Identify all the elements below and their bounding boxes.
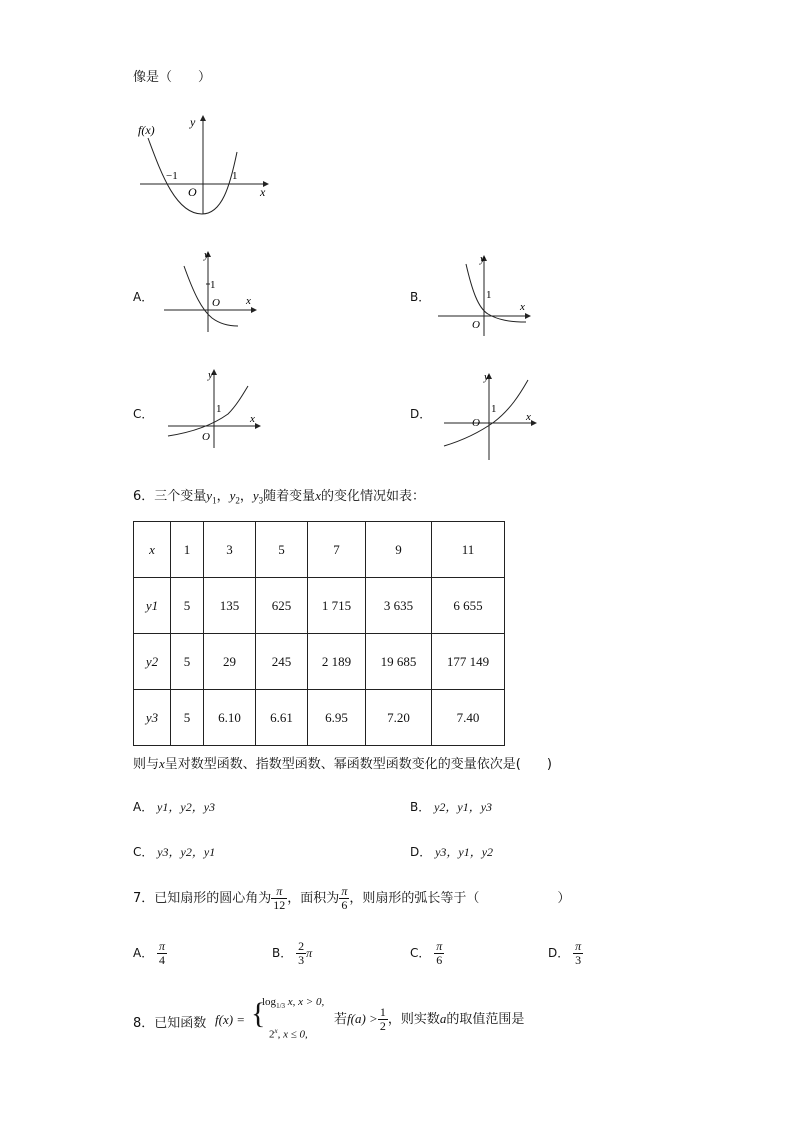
q5-option-a-graph[interactable]: [160, 244, 270, 334]
x-label: x: [526, 411, 531, 423]
curve: [444, 380, 528, 446]
curve: [168, 386, 248, 436]
fx-label: f(x): [138, 123, 155, 137]
curve: [148, 138, 237, 214]
table-cell: 625: [256, 578, 308, 634]
table-cell: 5: [171, 578, 204, 634]
q5-option-d-label: D．: [410, 407, 432, 421]
q5-option-b-label: B．: [410, 290, 431, 304]
table-cell: 5: [171, 634, 204, 690]
one-label: 1: [486, 289, 492, 301]
q5-option-c-graph[interactable]: [164, 364, 274, 454]
one-label: 1: [210, 279, 216, 291]
option-label: C．: [410, 946, 431, 960]
table-cell: 1 715: [308, 578, 366, 634]
y-label: y: [208, 369, 213, 381]
q6-option-a[interactable]: [133, 798, 215, 815]
table-cell: 1: [171, 522, 204, 578]
x-label: x: [250, 413, 255, 425]
q8-brace: {: [251, 997, 266, 1030]
question-number: 8．: [133, 1016, 155, 1031]
x-label: x: [260, 185, 266, 199]
origin-label: O: [202, 431, 210, 443]
table-cell: 135: [204, 578, 256, 634]
stem-text: 随着变量: [263, 489, 316, 504]
stem-text: 已知函数: [154, 1016, 207, 1031]
q6-option-c[interactable]: [133, 843, 215, 860]
q7-stem: [133, 884, 570, 914]
fa-expr: f(a) >: [347, 1011, 378, 1026]
origin-label: O: [212, 297, 220, 309]
y-label: y: [484, 371, 489, 383]
table-cell: 6 655: [432, 578, 505, 634]
table-row: [134, 578, 505, 634]
row-header: y1: [134, 578, 171, 634]
option-label: A．: [133, 800, 154, 814]
row-header: y3: [134, 690, 171, 746]
x-label: x: [246, 295, 251, 307]
angle-fraction: $\frac{\pi}{12}$: [273, 884, 286, 912]
half-fraction: $\frac{1}{2}$: [379, 1005, 386, 1033]
q5-option-b-graph[interactable]: [434, 250, 544, 340]
option-text: y3，y2，y1: [157, 845, 216, 859]
q8-fx: f(x) =: [215, 1012, 246, 1027]
q7-option-d[interactable]: D． $\frac{\pi}{3}$: [548, 939, 582, 967]
origin-label: O: [472, 319, 480, 331]
q6-option-b[interactable]: [410, 798, 492, 815]
ask-text: 则与: [133, 757, 160, 772]
table-cell: 6.61: [256, 690, 308, 746]
question-number: 6．: [133, 489, 155, 504]
neg1-label: −1: [166, 170, 178, 182]
area-fraction: $\frac{\pi}{6}$: [341, 884, 348, 912]
q8-prefix: [133, 1012, 206, 1031]
table-cell: 177 149: [432, 634, 505, 690]
y-label: y: [480, 253, 485, 265]
table-cell: 3 635: [366, 578, 432, 634]
option-label: C．: [133, 845, 154, 859]
stem-text: ，则扇形的弧长等于（ ）: [349, 891, 571, 906]
q8-case2: 2$^x$, x ≤ 0,: [269, 1027, 308, 1041]
ask-text: 呈对数型函数、指数型函数、幂函数型函数变化的变量依次是( ): [164, 757, 552, 772]
table-row: [134, 690, 505, 746]
table-cell: 7: [308, 522, 366, 578]
option-label: D．: [548, 946, 570, 960]
table-cell: 6.10: [204, 690, 256, 746]
stem-text: ，面积为: [287, 891, 340, 906]
curve: [184, 266, 238, 326]
q6-data-table: [133, 521, 505, 746]
stem-text: 若: [334, 1012, 348, 1027]
table-cell: 245: [256, 634, 308, 690]
one-label: 1: [491, 403, 497, 415]
stem-text: 的取值范围是: [446, 1012, 525, 1027]
table-cell: 3: [204, 522, 256, 578]
table-row: [134, 634, 505, 690]
q6-option-d[interactable]: [410, 843, 493, 860]
option-label: D．: [410, 845, 432, 859]
stem-text: 的变化情况如表：: [320, 489, 425, 504]
origin-label: O: [472, 417, 480, 429]
option-text: y3，y1，y2: [435, 845, 494, 859]
q7-option-c[interactable]: C． $\frac{\pi}{6}$: [410, 939, 443, 967]
table-cell: 9: [366, 522, 432, 578]
pos1-label: 1: [232, 170, 238, 182]
question-number: 7．: [133, 891, 155, 906]
q6-stem: 6．三个变量$y_1$，$y_2$，$y_3$随着变量x的变化情况如表：: [133, 488, 425, 506]
row-header: y2: [134, 634, 171, 690]
row-header: x: [134, 522, 171, 578]
table-cell: 6.95: [308, 690, 366, 746]
table-cell: 7.40: [432, 690, 505, 746]
option-label: B．: [272, 946, 293, 960]
q8-stem-tail: [334, 1004, 524, 1035]
q5-stem-tail: 像是（ ）: [133, 70, 212, 85]
table-cell: 19 685: [366, 634, 432, 690]
y-label: y: [204, 249, 209, 261]
option-label: B．: [410, 800, 431, 814]
var-a: a: [439, 1011, 447, 1026]
q6-ask: 则与x呈对数型函数、指数型函数、幂函数型函数变化的变量依次是( ): [133, 756, 552, 772]
q8-case1: $\log_{1/3} x$, x > 0,: [262, 996, 325, 1011]
one-label: 1: [216, 403, 222, 415]
table-cell: 5: [171, 690, 204, 746]
q7-option-b[interactable]: B． $\frac{2}{3}$ π: [272, 939, 313, 967]
curve: [466, 264, 526, 322]
q7-option-a[interactable]: A． $\frac{\pi}{4}$: [133, 939, 166, 967]
x-label: x: [520, 301, 525, 313]
stem-text: 已知扇形的圆心角为: [154, 891, 272, 906]
option-text: y1，y2，y3: [157, 800, 216, 814]
origin-label: O: [188, 185, 197, 199]
table-cell: 29: [204, 634, 256, 690]
table-cell: 7.20: [366, 690, 432, 746]
table-cell: 5: [256, 522, 308, 578]
stem-text: ，则实数: [387, 1012, 440, 1027]
q5-option-d-graph[interactable]: [440, 368, 550, 463]
option-text: y2，y1，y3: [434, 800, 493, 814]
table-cell: 2 189: [308, 634, 366, 690]
q5-option-c-label: C．: [133, 407, 154, 421]
q5-main-graph: [130, 110, 280, 220]
table-row: [134, 522, 505, 578]
table-cell: 11: [432, 522, 505, 578]
stem-text: 三个变量: [154, 489, 207, 504]
q5-option-a-label: A．: [133, 290, 154, 304]
option-label: A．: [133, 946, 154, 960]
y-label: y: [190, 115, 196, 129]
